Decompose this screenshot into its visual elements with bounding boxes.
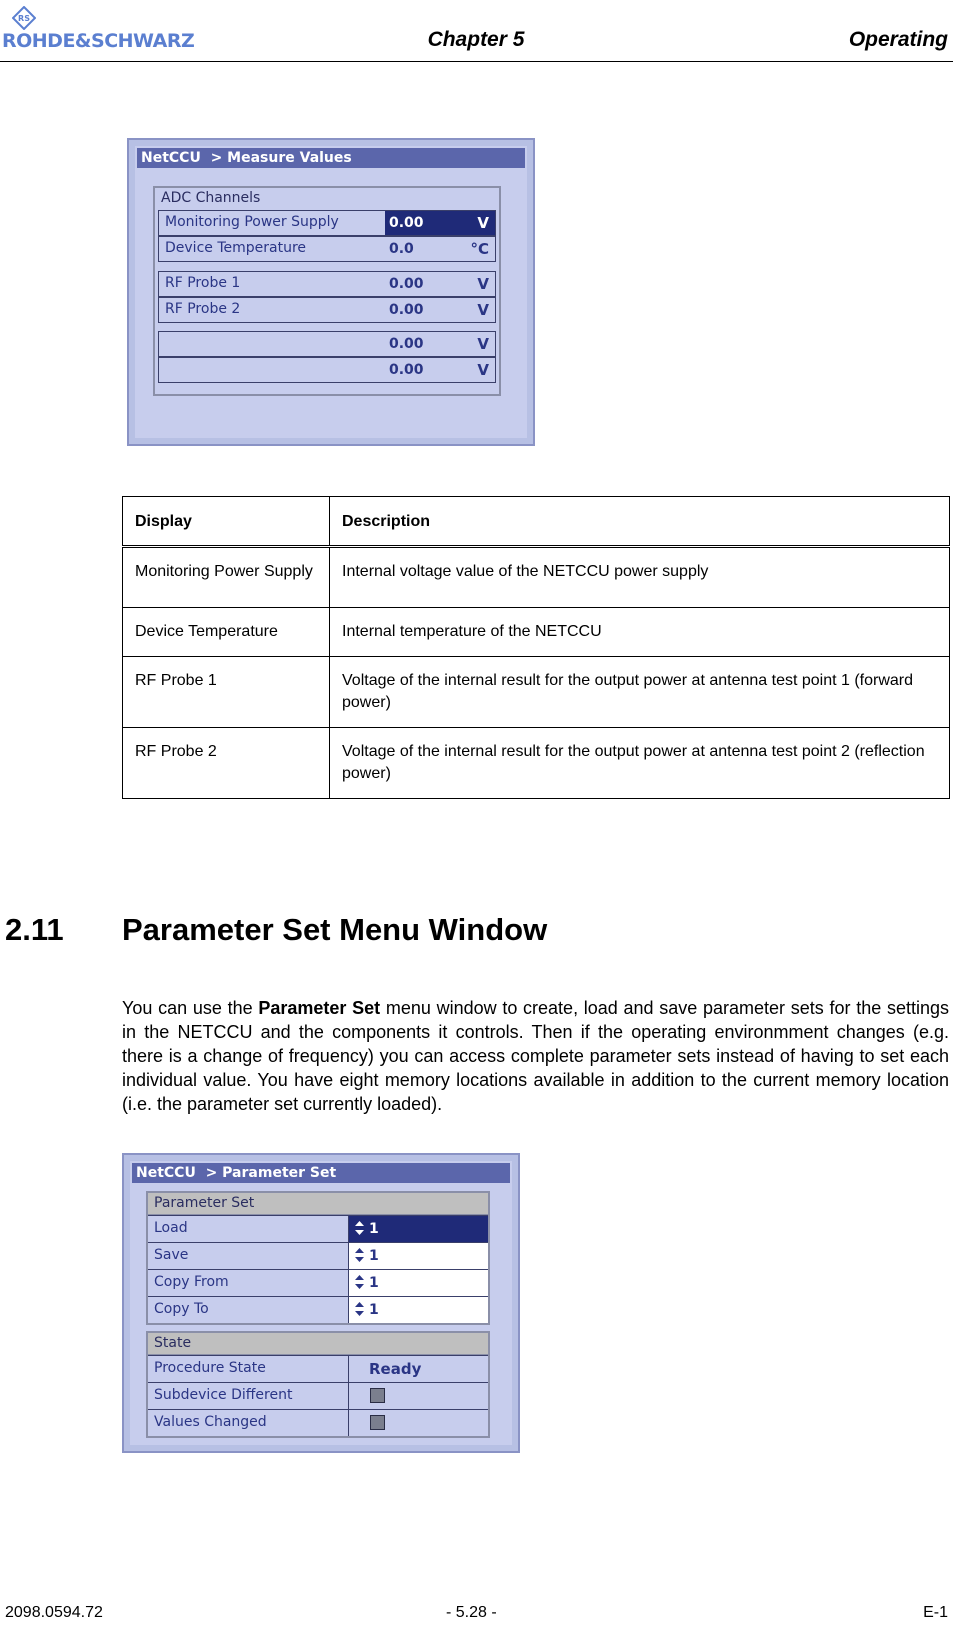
- row-label: RF Probe 1: [165, 275, 241, 291]
- procedure-state-row: [148, 1355, 488, 1382]
- spinner-arrows-icon: [355, 1248, 364, 1262]
- table-header-description: Description: [330, 497, 950, 547]
- row-value: 1: [369, 1221, 379, 1237]
- measure-values-window: [127, 138, 535, 446]
- row-label: Load: [154, 1220, 188, 1236]
- para-text: You can use the: [122, 998, 259, 1018]
- table-row: [123, 657, 950, 728]
- unnamed-channel-row[interactable]: [158, 331, 496, 357]
- parameter-window-title: NetCCU > Parameter Set: [132, 1163, 510, 1183]
- row-value: 0.00: [389, 276, 424, 292]
- save-spinner[interactable]: [348, 1243, 488, 1269]
- row-label: Procedure State: [154, 1360, 266, 1376]
- parameter-set-window: [122, 1153, 520, 1453]
- row-value: 0.00: [389, 362, 424, 378]
- footer-doc-number: 2098.0594.72: [5, 1604, 103, 1621]
- row-value: 0.00: [389, 215, 424, 231]
- row-label: Device Temperature: [165, 240, 307, 256]
- row-value: 1: [369, 1248, 379, 1264]
- row-label: Subdevice Different: [154, 1387, 293, 1403]
- copy-to-spinner[interactable]: [348, 1297, 488, 1323]
- subdevice-different-cell: [348, 1383, 488, 1409]
- spinner-arrows-icon: [355, 1275, 364, 1289]
- monitoring-power-supply-row[interactable]: [158, 210, 496, 236]
- display-description-table: [122, 496, 950, 799]
- procedure-state-cell: [348, 1356, 488, 1382]
- subdevice-different-row: [148, 1382, 488, 1409]
- footer-edition: E-1: [923, 1604, 948, 1621]
- row-label: Copy From: [154, 1274, 229, 1290]
- section-paragraph: [122, 996, 949, 1116]
- rs-diamond-icon: [12, 6, 36, 30]
- measure-window-title: NetCCU > Measure Values: [137, 148, 525, 168]
- row-unit: V: [477, 335, 489, 353]
- table-cell-display: RF Probe 1: [123, 657, 330, 728]
- unnamed-channel-row[interactable]: [158, 357, 496, 383]
- save-row[interactable]: [148, 1242, 488, 1269]
- chapter-label: Chapter 5: [427, 28, 525, 51]
- spinner-arrows-icon: [355, 1302, 364, 1316]
- header-rule: [0, 61, 953, 62]
- row-label: Monitoring Power Supply: [165, 214, 339, 230]
- parameter-set-label: Parameter Set: [148, 1193, 488, 1215]
- table-cell-description: Internal temperature of the NETCCU: [330, 608, 950, 657]
- table-row: [123, 608, 950, 657]
- copy-to-row[interactable]: [148, 1296, 488, 1323]
- table-cell-display: Monitoring Power Supply: [123, 547, 330, 608]
- values-changed-row: [148, 1409, 488, 1436]
- row-value: 1: [369, 1275, 379, 1291]
- state-label: State: [148, 1333, 488, 1355]
- values-changed-cell: [348, 1410, 488, 1436]
- table-row: [123, 547, 950, 608]
- rf-probe-2-row[interactable]: [158, 297, 496, 323]
- row-value: 0.00: [389, 336, 424, 352]
- table-cell-display: RF Probe 2: [123, 728, 330, 799]
- state-group: [146, 1331, 490, 1438]
- row-label: RF Probe 2: [165, 301, 241, 317]
- copy-from-row[interactable]: [148, 1269, 488, 1296]
- row-label: Save: [154, 1247, 189, 1263]
- brand-logo: [2, 2, 224, 52]
- para-bold-term: Parameter Set: [258, 998, 381, 1018]
- row-value: 1: [369, 1302, 379, 1318]
- adc-channels-label: ADC Channels: [161, 190, 261, 206]
- load-spinner[interactable]: [348, 1216, 488, 1242]
- header-section: Operating: [848, 28, 948, 51]
- row-unit: V: [477, 301, 489, 319]
- table-cell-description: Voltage of the internal result for the output power at antenna test point 1 (forward power): [330, 657, 950, 728]
- brand-name: ROHDE&SCHWARZ: [2, 30, 195, 52]
- device-temperature-row[interactable]: [158, 236, 496, 262]
- table-row: [123, 728, 950, 799]
- svg-text:RS: RS: [18, 14, 30, 23]
- section-number: 2.11: [5, 912, 64, 947]
- row-unit: V: [477, 361, 489, 379]
- row-value: 0.00: [389, 302, 424, 318]
- row-label: Values Changed: [154, 1414, 267, 1430]
- section-title: Parameter Set Menu Window: [122, 912, 548, 947]
- row-label: Copy To: [154, 1301, 209, 1317]
- row-unit: °C: [470, 240, 489, 258]
- row-value: 0.0: [389, 241, 414, 257]
- procedure-state-value: Ready: [369, 1360, 422, 1378]
- values-changed-indicator: [370, 1415, 385, 1430]
- row-unit: V: [477, 214, 489, 232]
- row-unit: V: [477, 275, 489, 293]
- copy-from-spinner[interactable]: [348, 1270, 488, 1296]
- subdevice-different-indicator: [370, 1388, 385, 1403]
- parameter-set-group: [146, 1191, 490, 1325]
- load-row[interactable]: [148, 1215, 488, 1242]
- footer-page-number: - 5.28 -: [446, 1604, 497, 1621]
- table-cell-description: Voltage of the internal result for the output power at antenna test point 2 (reflection power): [330, 728, 950, 799]
- rf-probe-1-row[interactable]: [158, 271, 496, 297]
- table-header-display: Display: [123, 497, 330, 547]
- para-text: menu window to create, load and save parameter sets for the settings in the NETCCU and the components it controls. Then if the operating environmment changes (e.g. there is a change of frequency) you can access complete parameter sets instead of having to set each individual value. You have eight memory locations available in addition to the current memory location (i.e. the parameter set currently loaded).: [122, 998, 949, 1114]
- spinner-arrows-icon: [355, 1221, 364, 1235]
- table-cell-display: Device Temperature: [123, 608, 330, 657]
- table-header-row: [123, 497, 950, 547]
- table-cell-description: Internal voltage value of the NETCCU power supply: [330, 547, 950, 608]
